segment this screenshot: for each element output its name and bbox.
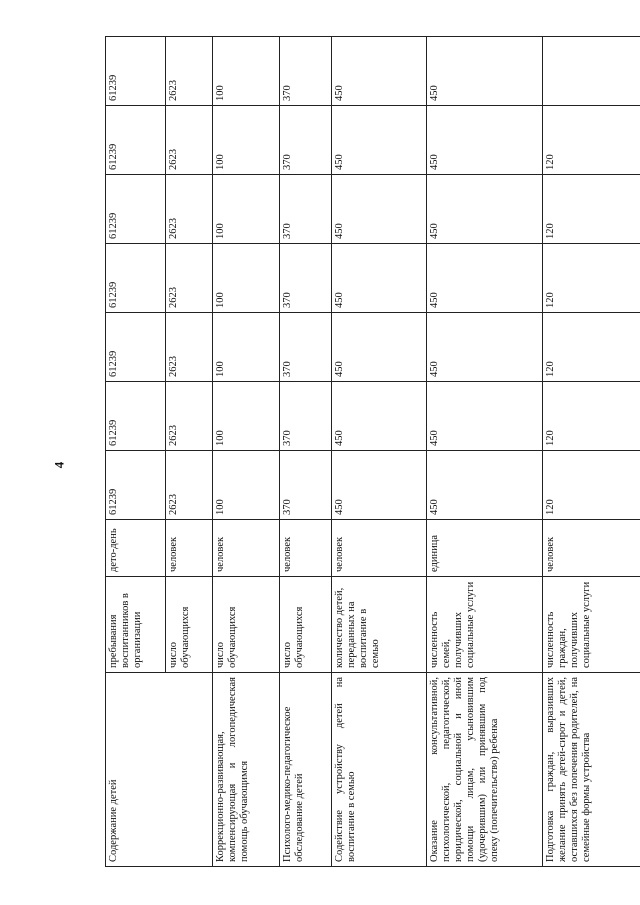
indicator-cell: число обучающихся [166, 577, 212, 673]
value-cell: 450 [332, 451, 427, 520]
unit-cell: дето-день [106, 520, 166, 577]
value-cell: 61239 [106, 244, 166, 313]
value-cell: 100 [212, 244, 279, 313]
value-cell: 100 [212, 451, 279, 520]
value-cell: 370 [279, 106, 331, 175]
unit-cell: человек [542, 520, 640, 577]
unit-cell: человек [212, 520, 279, 577]
value-cell: 450 [427, 313, 543, 382]
value-cell: 61239 [106, 175, 166, 244]
value-cell: 450 [332, 37, 427, 106]
unit-cell: единица [427, 520, 543, 577]
value-cell: 370 [279, 175, 331, 244]
unit-cell: человек [332, 520, 427, 577]
indicator-cell: число обучающихся [212, 577, 279, 673]
value-cell: 100 [212, 313, 279, 382]
value-cell: 120 [542, 451, 640, 520]
table-row [542, 37, 640, 867]
table-row [332, 37, 427, 867]
value-cell: 100 [212, 106, 279, 175]
value-cell: 450 [332, 313, 427, 382]
value-cell: 2623 [166, 313, 212, 382]
value-cell: 100 [212, 382, 279, 451]
value-cell: 370 [279, 451, 331, 520]
indicator-cell: пребывания воспитанников в организации [106, 577, 166, 673]
value-cell: 450 [427, 37, 543, 106]
value-cell: 61239 [106, 382, 166, 451]
value-cell: 120 [542, 244, 640, 313]
value-cell: 61239 [106, 37, 166, 106]
value-cell: 370 [279, 37, 331, 106]
page-number: 4 [51, 461, 67, 469]
rotated-table-container [105, 37, 640, 867]
value-cell: 100 [212, 37, 279, 106]
table-row [212, 37, 279, 867]
value-cell: 120 [542, 382, 640, 451]
value-cell: 2623 [166, 244, 212, 313]
value-cell: 2623 [166, 37, 212, 106]
value-cell: 450 [427, 382, 543, 451]
indicator-cell: численность семей, получивших социальные услуги [427, 577, 543, 673]
value-cell: 2623 [166, 451, 212, 520]
value-cell: 2623 [166, 175, 212, 244]
content-cell: Коррекционно-развивающая, компенсирующая и логопедическая помощь обучающимся [212, 673, 279, 867]
services-table [105, 36, 640, 867]
value-cell: 450 [332, 244, 427, 313]
content-cell: Психолого-медико-педагогическое обследование детей [279, 673, 331, 867]
table-row [106, 37, 166, 867]
value-cell: 61239 [106, 106, 166, 175]
value-cell: 2623 [166, 382, 212, 451]
value-cell: 450 [332, 175, 427, 244]
indicator-cell: число обучающихся [279, 577, 331, 673]
value-cell: 120 [542, 106, 640, 175]
table-row [279, 37, 331, 867]
value-cell: 370 [279, 244, 331, 313]
value-cell: 450 [332, 382, 427, 451]
content-cell: Подготовка граждан, выразивших желание принять детей-сирот и детей, оставшихся без попечения родителей, на семейные формы устройства [542, 673, 640, 867]
unit-cell: человек [166, 520, 212, 577]
indicator-cell: количество детей, переданных на воспитание в семью [332, 577, 427, 673]
content-cell: Оказание консультативной, психологической, педагогической, юридической, социальной и иной помощи лицам, усыновившим (удочерившим) или принявшим под опеку (попечительство) ребенка [427, 673, 543, 867]
value-cell: 370 [279, 382, 331, 451]
value-cell: 100 [212, 175, 279, 244]
unit-cell: человек [279, 520, 331, 577]
content-cell: Содержание детей [106, 673, 213, 867]
value-cell: 370 [279, 313, 331, 382]
value-cell: 450 [427, 244, 543, 313]
value-cell: 450 [427, 451, 543, 520]
value-cell: 2623 [166, 106, 212, 175]
value-cell: 61239 [106, 313, 166, 382]
indicator-cell: численность граждан, получивших социальные услуги [542, 577, 640, 673]
content-cell: Содействие устройству детей на воспитание в семью [332, 673, 427, 867]
value-cell: 61239 [106, 451, 166, 520]
value-cell: 450 [427, 175, 543, 244]
value-cell: 450 [332, 106, 427, 175]
rotated-table-inner [105, 37, 640, 867]
value-cell: 120 [542, 313, 640, 382]
value-cell: 120 [542, 175, 640, 244]
value-cell: 450 [427, 106, 543, 175]
table-row [427, 37, 543, 867]
value-cell [542, 37, 640, 106]
